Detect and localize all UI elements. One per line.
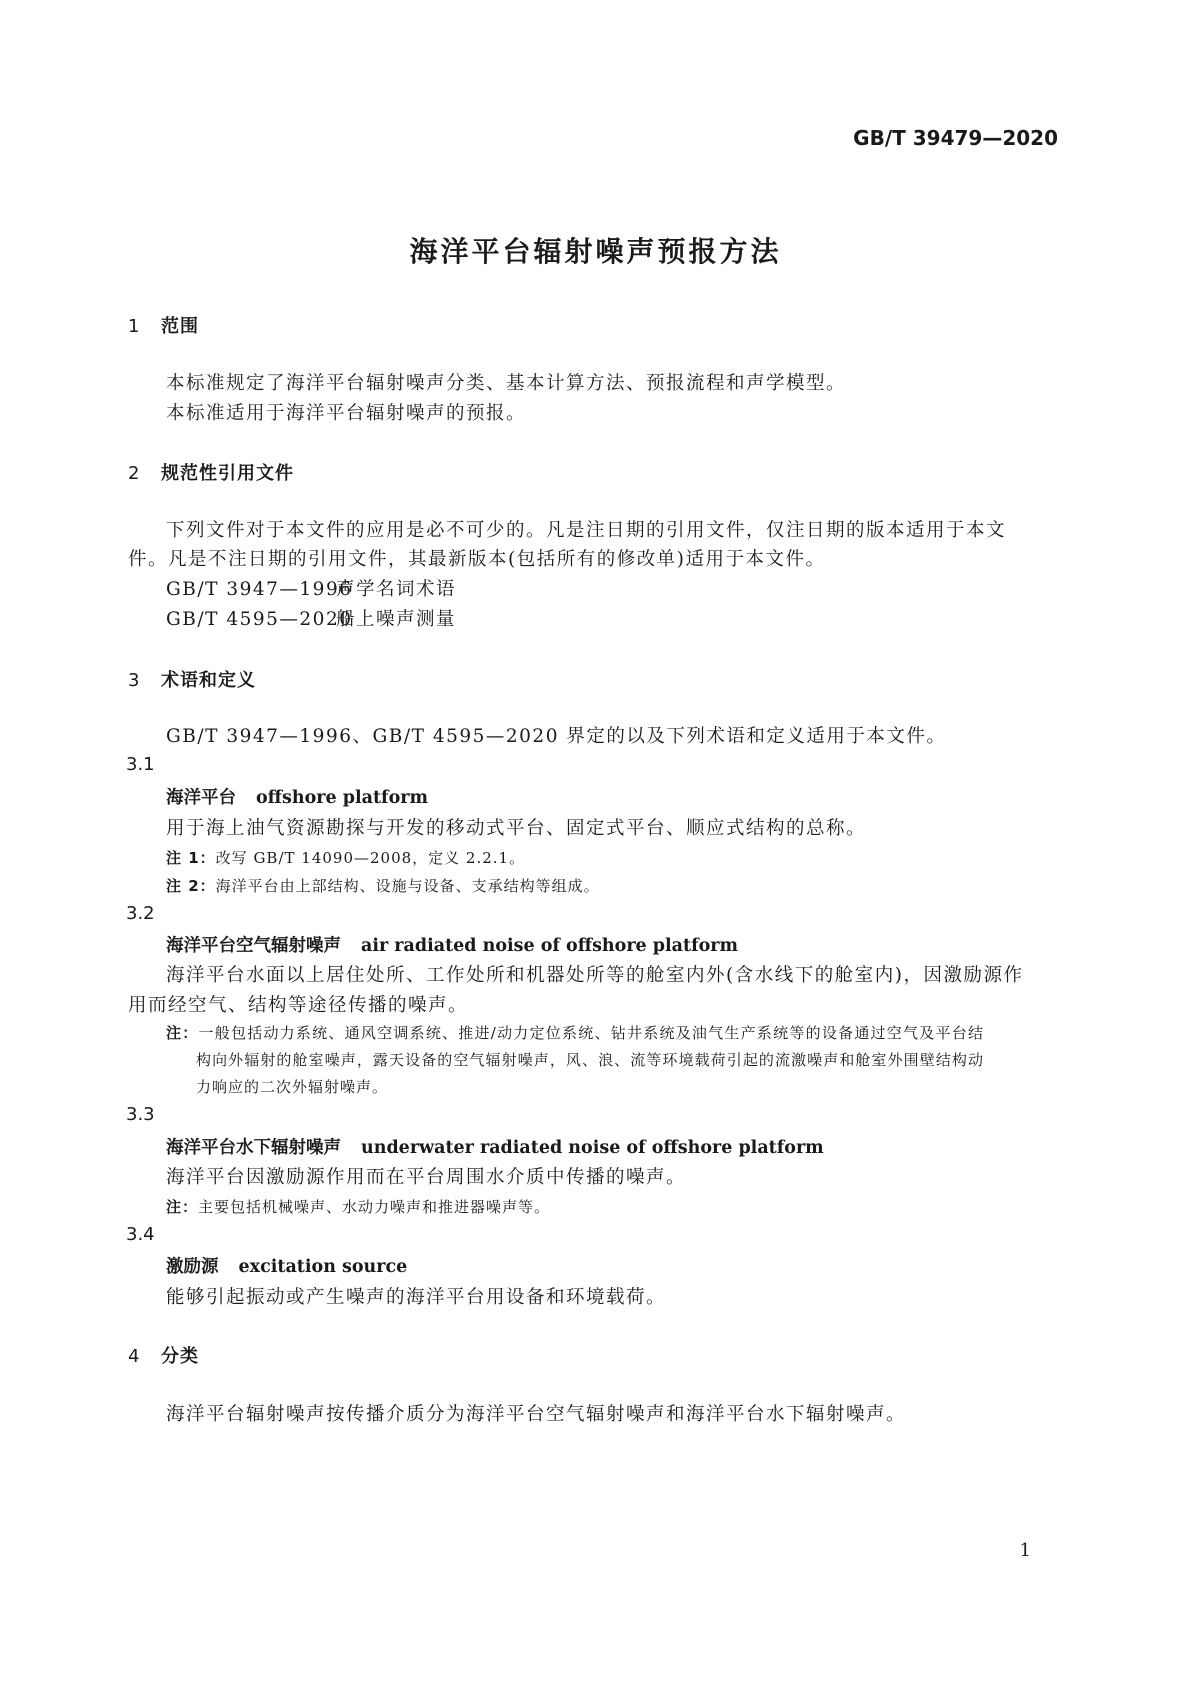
note-label: 注：: [166, 1198, 199, 1216]
paragraph: 下列文件对于本文件的应用是必不可少的。凡是注日期的引用文件，仅注日期的版本适用于本文: [166, 520, 1007, 541]
term-chinese: 激励源: [166, 1257, 219, 1277]
paragraph: 件。凡是不注日期的引用文件，其最新版本(包括所有的修改单)适用于本文件。: [128, 549, 826, 570]
term-english: excitation source: [238, 1257, 408, 1277]
standard-code: GB/T 39479—2020: [853, 126, 1058, 150]
clause-number: 3.4: [126, 1224, 155, 1245]
note: [166, 847, 525, 868]
note-label: 注：: [166, 1024, 199, 1042]
section-number: 1: [128, 316, 141, 337]
section-title: 范围: [161, 316, 199, 337]
note: [166, 875, 600, 896]
term-heading: [166, 1134, 824, 1159]
reference-name: 声学名词术语: [336, 579, 457, 600]
term-english: offshore platform: [256, 788, 428, 808]
section-number: 4: [128, 1346, 141, 1367]
note-text: 构向外辐射的舱室噪声，露天设备的空气辐射噪声，风、浪、流等环境载荷引起的流激噪声和舱室外围壁结构动: [196, 1051, 984, 1069]
note-text: 改写 GB/T 14090—2008，定义 2.2.1。: [215, 849, 526, 867]
paragraph: 海洋平台辐射噪声按传播介质分为海洋平台空气辐射噪声和海洋平台水下辐射噪声。: [166, 1404, 907, 1425]
term-definition: 用于海上油气资源勘探与开发的移动式平台、固定式平台、顺应式结构的总称。: [166, 818, 867, 839]
term-definition: 海洋平台水面以上居住处所、工作处所和机器处所等的舱室内外(含水线下的舱室内)，因激励源作: [166, 965, 1024, 986]
term-definition: 海洋平台因激励源作用而在平台周围水介质中传播的噪声。: [166, 1167, 687, 1188]
reference-item: [166, 605, 456, 631]
term-definition: 能够引起振动或产生噪声的海洋平台用设备和环境载荷。: [166, 1287, 667, 1308]
paragraph: 本标准规定了海洋平台辐射噪声分类、基本计算方法、预报流程和声学模型。: [166, 373, 847, 394]
note: [166, 1022, 984, 1043]
term-chinese: 海洋平台: [166, 788, 236, 808]
reference-code: GB/T 3947—1996: [166, 579, 353, 600]
section-4-heading: [128, 1342, 199, 1368]
note-label: 注 1：: [166, 849, 216, 867]
term-english: air radiated noise of offshore platform: [361, 936, 739, 956]
term-heading: [166, 1253, 407, 1278]
note-label: 注 2：: [166, 877, 216, 895]
section-title: 规范性引用文件: [161, 463, 294, 484]
term-heading: [166, 932, 738, 957]
document-title: 海洋平台辐射噪声预报方法: [409, 235, 782, 268]
section-title: 分类: [161, 1346, 199, 1367]
note: [166, 1196, 550, 1217]
term-chinese: 海洋平台空气辐射噪声: [166, 936, 341, 956]
section-2-heading: [128, 459, 294, 485]
note-text: 海洋平台由上部结构、设施与设备、支承结构等组成。: [215, 877, 600, 895]
note-text: 一般包括动力系统、通风空调系统、推进/动力定位系统、钻井系统及油气生产系统等的设备通过空气及平台结: [198, 1024, 984, 1042]
clause-number: 3.1: [126, 754, 155, 775]
reference-name: 船上噪声测量: [336, 609, 457, 630]
clause-number: 3.2: [126, 903, 155, 924]
section-number: 3: [128, 670, 141, 691]
section-number: 2: [128, 463, 141, 484]
reference-code: GB/T 4595—2020: [166, 609, 353, 630]
paragraph: 本标准适用于海洋平台辐射噪声的预报。: [166, 403, 527, 424]
note-text: 主要包括机械噪声、水动力噪声和推进器噪声等。: [198, 1198, 551, 1216]
paragraph: GB/T 3947—1996、GB/T 4595—2020 界定的以及下列术语和定义适用于本文件。: [166, 726, 947, 747]
page-number: 1: [1019, 1540, 1031, 1561]
section-title: 术语和定义: [161, 670, 256, 691]
section-3-heading: [128, 666, 256, 692]
term-english: underwater radiated noise of offshore platform: [361, 1138, 824, 1158]
clause-number: 3.3: [126, 1104, 155, 1125]
reference-item: [166, 575, 456, 601]
note-text: 力响应的二次外辐射噪声。: [196, 1078, 389, 1096]
term-heading: [166, 784, 428, 809]
term-definition: 用而经空气、结构等途径传播的噪声。: [128, 995, 469, 1016]
section-1-heading: [128, 312, 199, 338]
term-chinese: 海洋平台水下辐射噪声: [166, 1138, 341, 1158]
